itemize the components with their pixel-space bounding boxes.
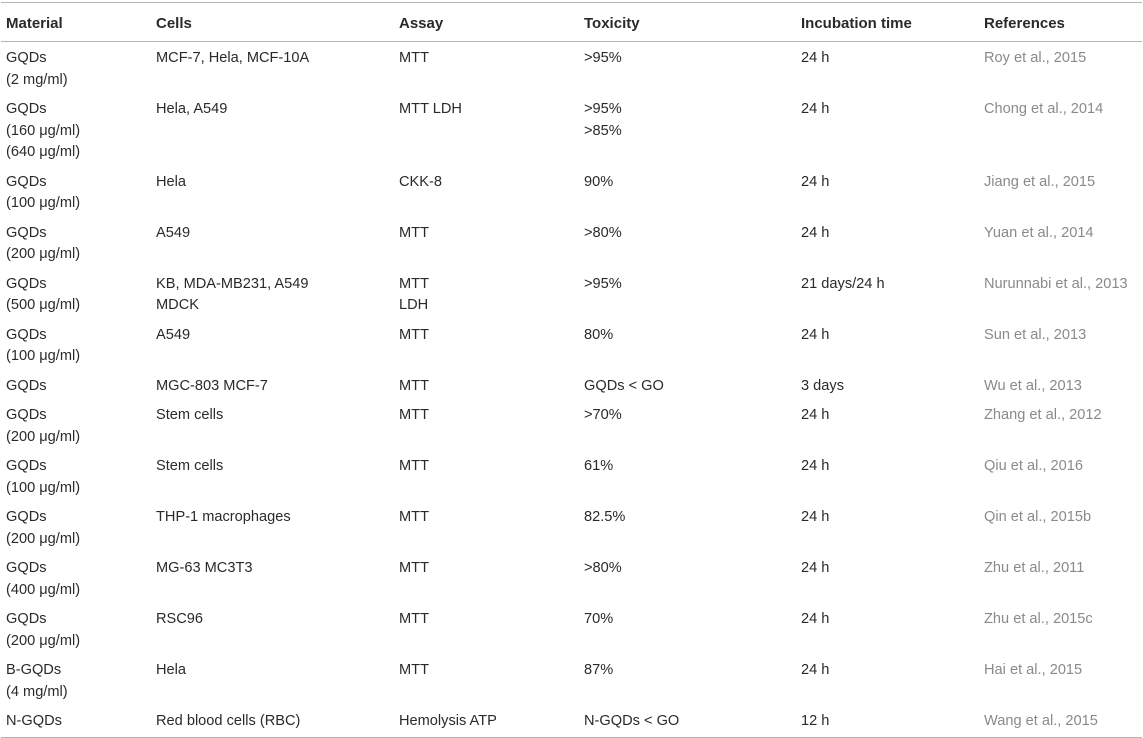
- cell-cells: [151, 401, 394, 452]
- cell-reference: [983, 707, 1142, 737]
- cell-assay: [394, 452, 579, 503]
- cell-reference-line: Roy et al., 2015: [984, 50, 1087, 66]
- cell-cells: [151, 95, 394, 168]
- table-row: [1, 44, 1142, 95]
- cell-material-line: GQDs: [6, 611, 47, 627]
- cell-cells-line: Red blood cells (RBC): [156, 713, 301, 729]
- cell-reference-line: Zhang et al., 2012: [984, 407, 1102, 423]
- cell-cells-line: MCF-7, Hela, MCF-10A: [156, 50, 310, 66]
- cell-toxicity: [579, 605, 796, 656]
- cell-material-line: (4 mg/ml): [6, 683, 68, 700]
- cell-assay-line: MTT: [399, 611, 429, 627]
- cell-material-line: (640 μg/ml): [6, 144, 81, 160]
- cell-material: [1, 554, 151, 605]
- cell-reference-line: Hai et al., 2015: [984, 662, 1083, 678]
- cell-cells-line: Stem cells: [156, 458, 224, 474]
- cell-assay-line: MTT: [399, 326, 429, 343]
- table-header-row: [1, 3, 1142, 41]
- cell-material: [1, 95, 151, 168]
- cell-assay: [394, 168, 579, 219]
- cell-cells: [151, 656, 394, 707]
- cell-toxicity-line: 82.5%: [584, 509, 626, 525]
- cell-assay: [394, 44, 579, 95]
- cell-incubation-time: [796, 503, 983, 554]
- header-toxicity: Toxicity: [584, 15, 640, 32]
- cell-assay: [394, 219, 579, 270]
- cell-incubation-time-line: 24 h: [801, 611, 830, 627]
- cell-reference: [983, 656, 1142, 707]
- cell-reference: [983, 219, 1142, 270]
- cell-incubation-time: [796, 168, 983, 219]
- cell-incubation-time-line: 24 h: [801, 662, 830, 678]
- cell-toxicity-line: >80%: [584, 224, 622, 241]
- cell-toxicity: [579, 503, 796, 554]
- cell-toxicity: [579, 44, 796, 95]
- cell-assay: [394, 503, 579, 554]
- table-row: [1, 219, 1142, 270]
- cell-reference: [983, 44, 1142, 95]
- cell-material: [1, 452, 151, 503]
- cell-toxicity: [579, 321, 796, 372]
- cell-toxicity-line: 90%: [584, 173, 614, 190]
- header-assay: Assay: [399, 15, 444, 32]
- cell-reference-line: Jiang et al., 2015: [984, 173, 1096, 190]
- cell-incubation-time-line: 24 h: [801, 458, 830, 474]
- cell-incubation-time: [796, 219, 983, 270]
- header-incubation-time: Incubation time: [801, 15, 912, 32]
- cell-assay-line: MTT: [399, 509, 429, 525]
- cell-cells-line: KB, MDA-MB231, A549: [156, 275, 309, 292]
- cell-cells: [151, 503, 394, 554]
- cell-toxicity-line: N-GQDs < GO: [584, 713, 680, 729]
- cell-assay-line: MTT: [399, 50, 429, 66]
- cell-toxicity: [579, 656, 796, 707]
- cell-material-line: (160 μg/ml): [6, 122, 81, 139]
- cell-material-line: (200 μg/ml): [6, 428, 81, 445]
- cell-material-line: (2 mg/ml): [6, 71, 68, 88]
- cell-assay-line: MTT LDH: [399, 101, 462, 117]
- cell-material-line: GQDs: [6, 377, 47, 394]
- cell-material: [1, 321, 151, 372]
- cell-cells-line: MDCK: [156, 297, 199, 313]
- cell-reference-line: Chong et al., 2014: [984, 101, 1104, 117]
- cell-cells: [151, 605, 394, 656]
- cell-assay-line: CKK-8: [399, 173, 442, 190]
- cell-reference: [983, 554, 1142, 605]
- cell-toxicity-line: 87%: [584, 662, 614, 678]
- cell-material-line: GQDs: [6, 224, 47, 241]
- table-row: [1, 503, 1142, 554]
- cell-incubation-time: [796, 656, 983, 707]
- cell-reference: [983, 321, 1142, 372]
- cell-assay: [394, 372, 579, 402]
- cell-assay-line: MTT: [399, 377, 429, 394]
- cell-material-line: GQDs: [6, 275, 47, 292]
- cell-cells: [151, 554, 394, 605]
- cell-reference-line: Wang et al., 2015: [984, 713, 1098, 729]
- cell-reference-line: Zhu et al., 2011: [984, 560, 1085, 576]
- cell-reference-line: Nurunnabi et al., 2013: [984, 275, 1128, 292]
- cell-incubation-time: [796, 554, 983, 605]
- cell-incubation-time-line: 24 h: [801, 560, 830, 576]
- cell-material: [1, 270, 151, 321]
- cell-material: [1, 707, 151, 737]
- table-row: [1, 372, 1142, 402]
- table-row: [1, 95, 1142, 168]
- cell-assay: [394, 707, 579, 737]
- cell-cells: [151, 168, 394, 219]
- cell-incubation-time-line: 3 days: [801, 377, 844, 394]
- cell-incubation-time-line: 24 h: [801, 326, 830, 343]
- cell-cells-line: Hela: [156, 662, 187, 678]
- cell-material: [1, 605, 151, 656]
- cell-assay: [394, 554, 579, 605]
- cell-assay: [394, 321, 579, 372]
- cell-incubation-time: [796, 452, 983, 503]
- cell-material-line: (500 μg/ml): [6, 297, 81, 313]
- cell-assay-line: LDH: [399, 297, 429, 313]
- cell-material: [1, 656, 151, 707]
- cell-toxicity-line: >95%: [584, 275, 622, 292]
- cell-material-line: GQDs: [6, 326, 47, 343]
- cell-toxicity-line: >85%: [584, 122, 622, 139]
- cell-reference-line: Qin et al., 2015b: [984, 509, 1092, 525]
- cell-reference: [983, 401, 1142, 452]
- cell-cells: [151, 219, 394, 270]
- cell-cells-line: Hela, A549: [156, 101, 228, 117]
- cell-assay: [394, 95, 579, 168]
- table-row: [1, 656, 1142, 707]
- table-row: [1, 401, 1142, 452]
- cell-assay-line: MTT: [399, 458, 429, 474]
- header-material: Material: [6, 15, 63, 32]
- cell-material-line: GQDs: [6, 173, 47, 190]
- cell-material-line: GQDs: [6, 50, 47, 66]
- cell-cells: [151, 707, 394, 737]
- cell-material-line: (200 μg/ml): [6, 246, 81, 262]
- cell-assay-line: MTT: [399, 275, 429, 292]
- cell-toxicity: [579, 95, 796, 168]
- cell-incubation-time: [796, 401, 983, 452]
- cell-material: [1, 44, 151, 95]
- cell-reference: [983, 503, 1142, 554]
- cell-reference-line: Wu et al., 2013: [984, 377, 1082, 394]
- cell-assay: [394, 656, 579, 707]
- cell-toxicity-line: 61%: [584, 458, 614, 474]
- cell-material-line: GQDs: [6, 101, 47, 117]
- cell-cells-line: Hela: [156, 173, 187, 190]
- cell-reference-line: Sun et al., 2013: [984, 326, 1087, 343]
- cell-material-line: (200 μg/ml): [6, 530, 81, 547]
- cell-cells: [151, 372, 394, 402]
- cell-incubation-time-line: 24 h: [801, 173, 830, 190]
- cell-toxicity: [579, 707, 796, 737]
- cell-cells-line: MG-63 MC3T3: [156, 560, 253, 576]
- cell-material: [1, 503, 151, 554]
- cell-toxicity: [579, 219, 796, 270]
- cell-reference: [983, 372, 1142, 402]
- table-row: [1, 452, 1142, 503]
- cell-toxicity-line: >95%: [584, 101, 622, 117]
- cell-cells-line: A549: [156, 224, 191, 241]
- cell-reference: [983, 270, 1142, 321]
- cell-material-line: (100 μg/ml): [6, 348, 81, 364]
- cell-toxicity: [579, 452, 796, 503]
- cell-toxicity-line: 80%: [584, 326, 614, 343]
- cell-toxicity: [579, 372, 796, 402]
- cell-incubation-time-line: 24 h: [801, 509, 830, 525]
- cell-assay: [394, 401, 579, 452]
- cell-cells-line: THP-1 macrophages: [156, 509, 291, 525]
- table-bottom-rule: [1, 737, 1142, 738]
- cell-toxicity: [579, 401, 796, 452]
- cell-material-line: GQDs: [6, 458, 47, 474]
- cell-material: [1, 168, 151, 219]
- cell-reference: [983, 168, 1142, 219]
- cell-toxicity: [579, 270, 796, 321]
- cell-material-line: B-GQDs: [6, 662, 62, 678]
- table-row: [1, 270, 1142, 321]
- cell-incubation-time-line: 24 h: [801, 407, 830, 423]
- cell-incubation-time: [796, 321, 983, 372]
- cell-assay-line: MTT: [399, 407, 429, 423]
- cell-incubation-time-line: 24 h: [801, 50, 830, 66]
- cell-material: [1, 372, 151, 402]
- cell-material-line: GQDs: [6, 509, 47, 525]
- toxicity-table: [1, 2, 1142, 738]
- header-cells: Cells: [156, 15, 192, 32]
- cell-assay-line: MTT: [399, 662, 429, 678]
- table-row: [1, 605, 1142, 656]
- cell-cells-line: A549: [156, 326, 191, 343]
- cell-material-line: GQDs: [6, 560, 47, 576]
- cell-reference: [983, 605, 1142, 656]
- cell-incubation-time: [796, 270, 983, 321]
- cell-cells-line: MGC-803 MCF-7: [156, 377, 268, 394]
- cell-incubation-time: [796, 605, 983, 656]
- cell-incubation-time-line: 24 h: [801, 224, 830, 241]
- cell-incubation-time-line: 12 h: [801, 713, 830, 729]
- cell-incubation-time-line: 21 days/24 h: [801, 275, 885, 292]
- cell-toxicity-line: >95%: [584, 50, 622, 66]
- cell-material-line: (100 μg/ml): [6, 479, 81, 496]
- cell-toxicity: [579, 554, 796, 605]
- table-row: [1, 554, 1142, 605]
- cell-cells: [151, 321, 394, 372]
- cell-incubation-time: [796, 372, 983, 402]
- cell-incubation-time: [796, 707, 983, 737]
- cell-cells: [151, 270, 394, 321]
- cell-material: [1, 219, 151, 270]
- cell-cells-line: RSC96: [156, 611, 204, 627]
- cell-reference-line: Qiu et al., 2016: [984, 458, 1083, 474]
- cell-assay-line: MTT: [399, 560, 429, 576]
- cell-reference: [983, 452, 1142, 503]
- cell-assay: [394, 270, 579, 321]
- header-references: References: [984, 15, 1065, 32]
- cell-reference: [983, 95, 1142, 168]
- cell-material-line: GQDs: [6, 407, 47, 423]
- table-row: [1, 321, 1142, 372]
- cell-material: [1, 401, 151, 452]
- cell-toxicity-line: >80%: [584, 560, 622, 576]
- table-row: [1, 707, 1142, 737]
- cell-incubation-time: [796, 95, 983, 168]
- table-body: [1, 42, 1142, 737]
- cell-cells: [151, 452, 394, 503]
- cell-incubation-time: [796, 44, 983, 95]
- table-row: [1, 168, 1142, 219]
- cell-cells-line: Stem cells: [156, 407, 224, 423]
- cell-toxicity-line: GQDs < GO: [584, 377, 664, 394]
- cell-material-line: (400 μg/ml): [6, 581, 81, 598]
- cell-material-line: N-GQDs: [6, 713, 62, 729]
- cell-assay-line: MTT: [399, 224, 429, 241]
- cell-material-line: (200 μg/ml): [6, 632, 81, 649]
- cell-assay: [394, 605, 579, 656]
- cell-toxicity: [579, 168, 796, 219]
- cell-toxicity-line: >70%: [584, 407, 622, 423]
- cell-reference-line: Zhu et al., 2015c: [984, 611, 1093, 627]
- cell-incubation-time-line: 24 h: [801, 101, 830, 117]
- cell-toxicity-line: 70%: [584, 611, 614, 627]
- cell-material-line: (100 μg/ml): [6, 195, 81, 211]
- cell-reference-line: Yuan et al., 2014: [984, 224, 1094, 241]
- cell-cells: [151, 44, 394, 95]
- cell-assay-line: Hemolysis ATP: [399, 713, 497, 729]
